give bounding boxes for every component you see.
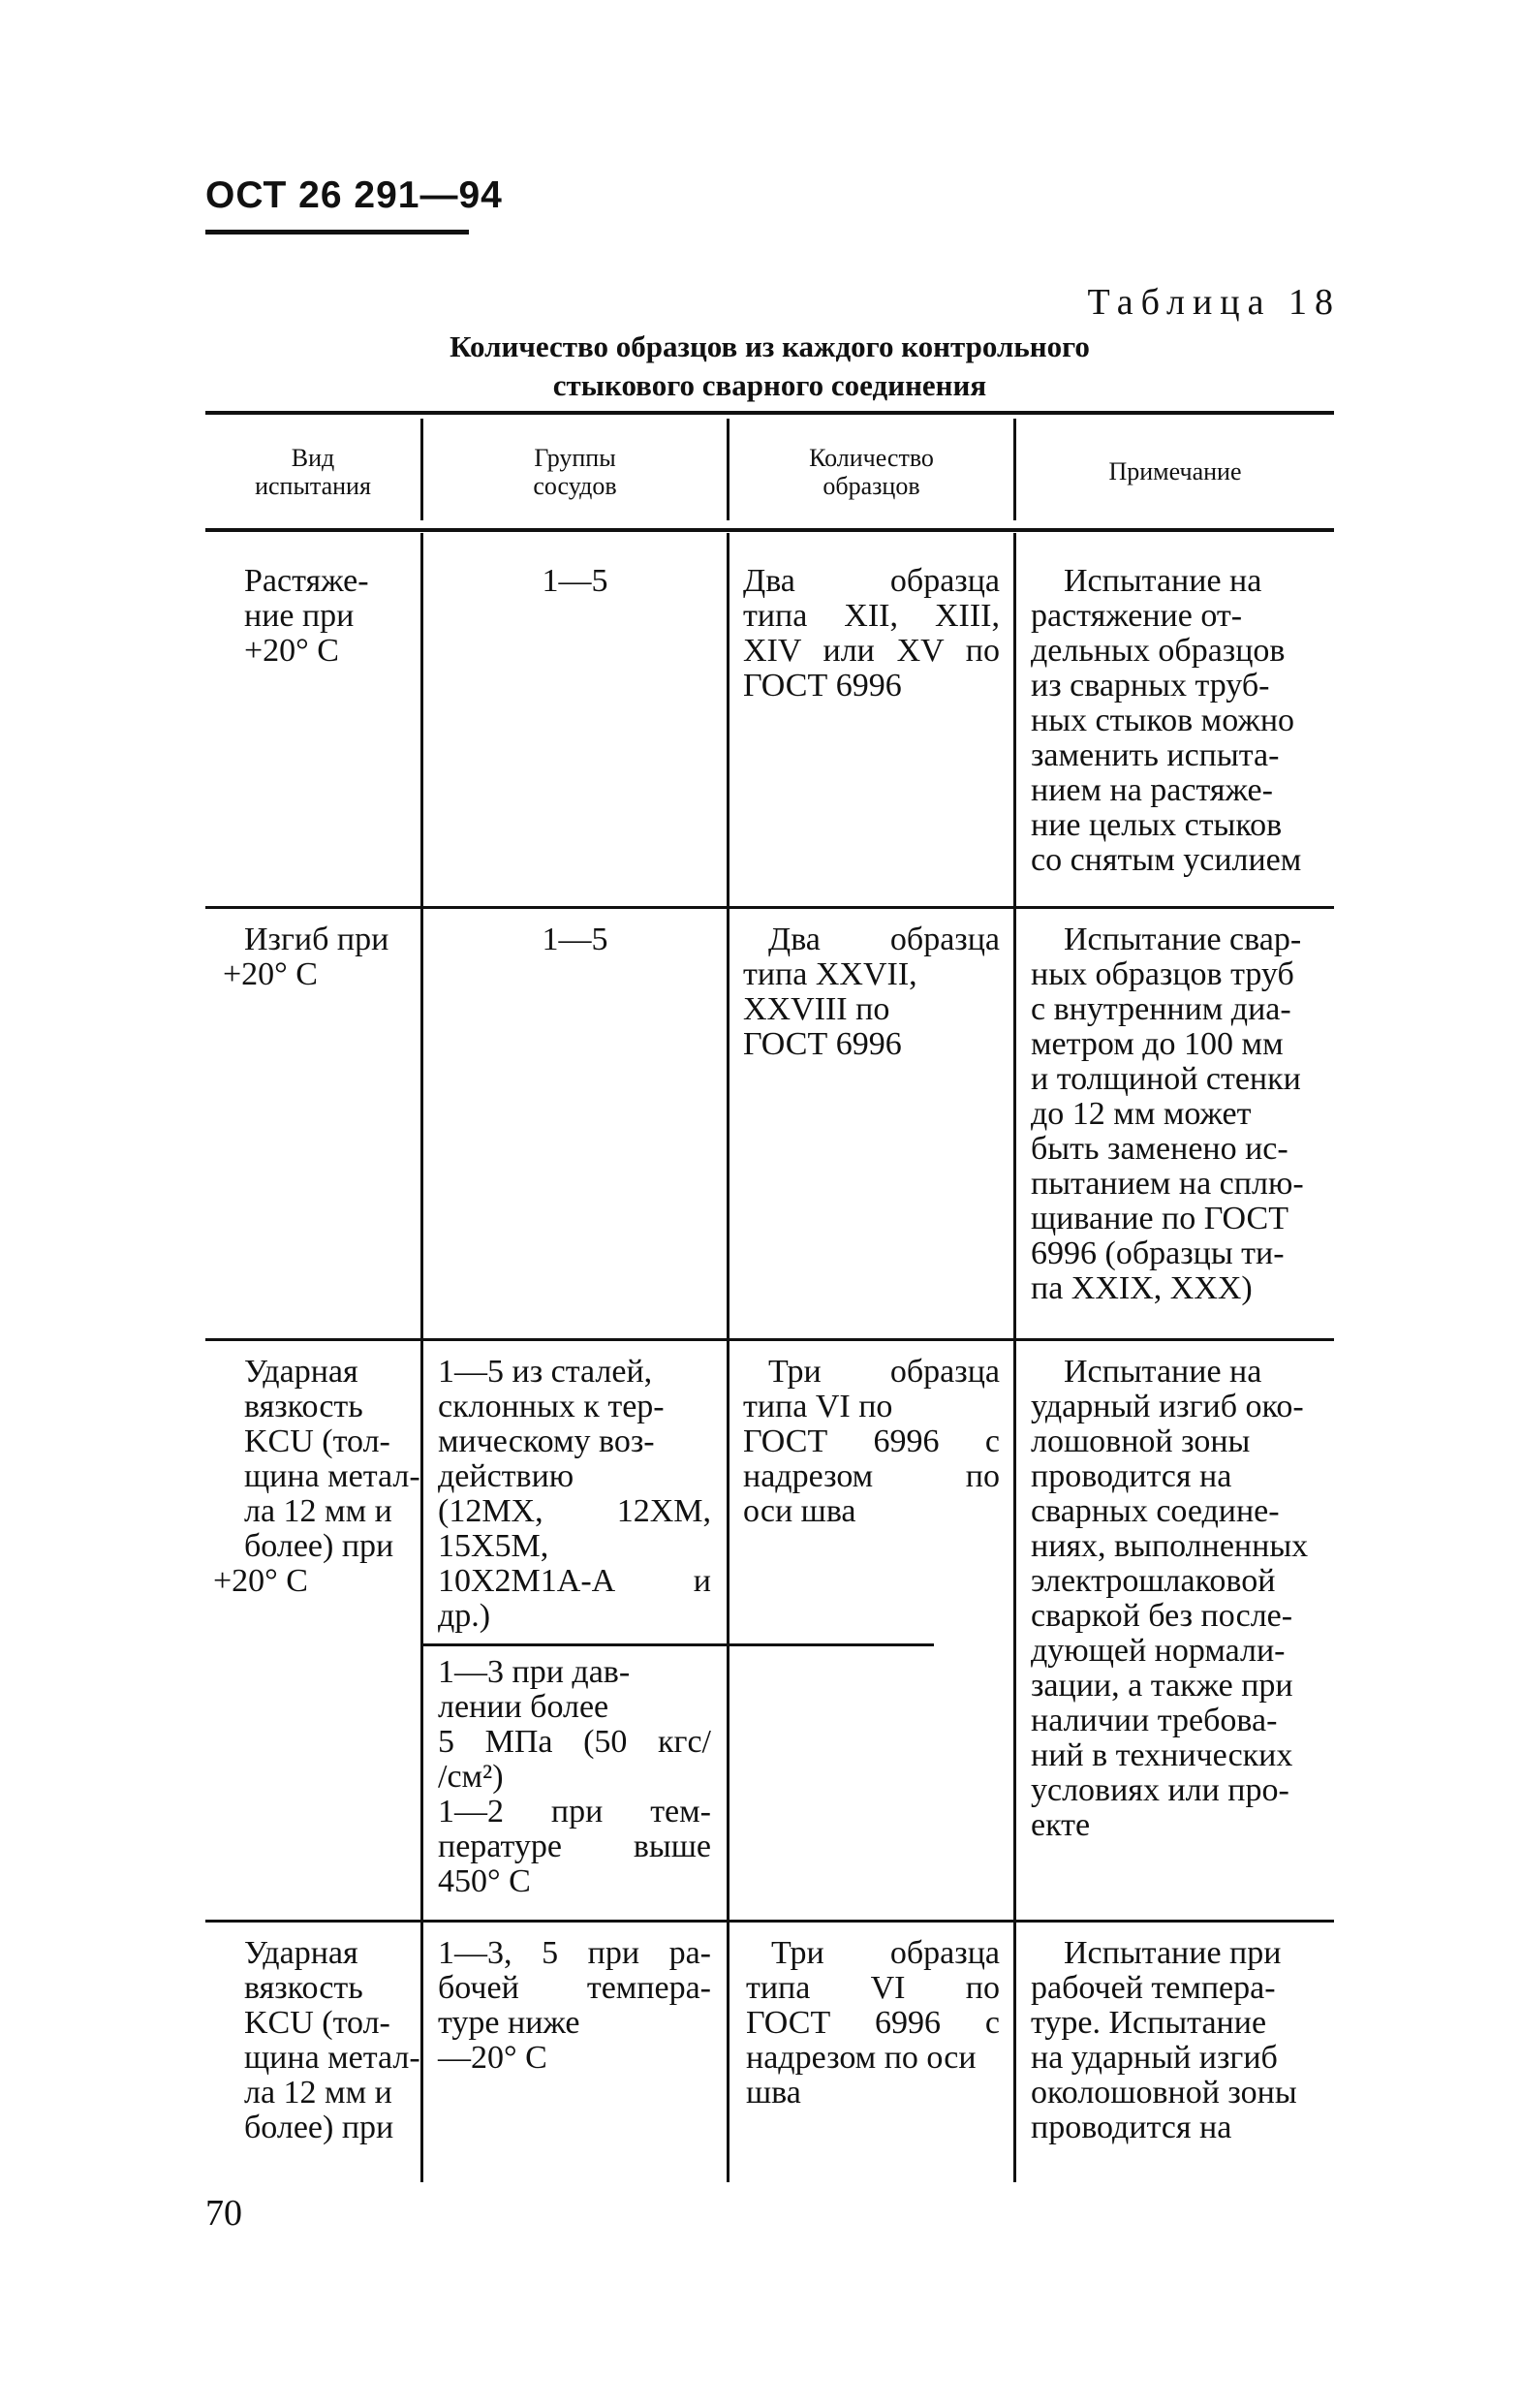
cell-line: с внутренним диа- [1031, 991, 1291, 1027]
cell-line: типа VI по [746, 1970, 1000, 2006]
cell-line: до 12 мм может [1031, 1096, 1252, 1132]
row-3-note [1031, 1355, 1331, 1843]
row-4-test [213, 1935, 420, 2145]
cell-line: Ударная [244, 1354, 358, 1390]
group-subdivider [420, 1643, 934, 1646]
row-2-samples [743, 923, 1000, 1062]
cell-line: околошовной зоны [1031, 2075, 1297, 2111]
column-header-samples [729, 444, 1013, 500]
cell-line: Три образца [768, 1354, 1000, 1390]
cell-line: щина метал- [244, 2040, 420, 2076]
cell-line: лении более [438, 1689, 609, 1725]
cell-line: лошовной зоны [1031, 1423, 1251, 1459]
cell-line: пературе выше [438, 1829, 711, 1864]
cell-line: KCU (тол- [244, 2005, 390, 2041]
cell-line: надрезом по [743, 1458, 1000, 1494]
cell-line: 15Х5М, [438, 1528, 549, 1564]
cell-line: 10Х2М1А-А и [438, 1563, 711, 1599]
cell-line: 1—3 при дав- [438, 1654, 631, 1690]
cell-line: +20° С [213, 1563, 308, 1599]
cell-line: /см²) [438, 1759, 504, 1795]
cell-line: ных образцов труб [1031, 956, 1294, 992]
cell-line: (12МХ, 12ХМ, [438, 1493, 711, 1529]
cell-line: быть заменено ис- [1031, 1131, 1288, 1167]
cell-line: 1—5 [542, 563, 608, 599]
cell-line: ла 12 мм и [244, 1493, 392, 1529]
cell-line: др.) [438, 1598, 491, 1634]
cell-line: +20° С [223, 956, 318, 992]
header-line: образцов [823, 472, 920, 500]
cell-line: мическому воз- [438, 1423, 655, 1459]
cell-line: 5 МПа (50 кгс/ [438, 1724, 711, 1760]
cell-line: Испытание при [1064, 1935, 1282, 1971]
cell-line: ГОСТ 6996 [743, 668, 902, 704]
cell-line: XIV или XV по [743, 633, 1000, 669]
cell-line: ниях, выполненных [1031, 1528, 1309, 1564]
cell-line: ных стыков можно [1031, 703, 1295, 738]
cell-line: ГОСТ 6996 с [743, 1423, 1000, 1459]
cell-line: 6996 (образцы ти- [1031, 1235, 1285, 1271]
cell-line: Испытание свар- [1064, 922, 1302, 957]
cell-line: дельных образцов [1031, 633, 1286, 669]
row-1-samples [743, 564, 1000, 704]
cell-line: электрошлаковой [1031, 1563, 1276, 1599]
cell-line: Два образца [743, 563, 1000, 599]
cell-line: 1—3, 5 при ра- [438, 1935, 711, 1971]
cell-line: Ударная [244, 1935, 358, 1971]
cell-line: метром до 100 мм [1031, 1026, 1284, 1062]
cell-line: нием на растяже- [1031, 772, 1273, 808]
cell-line: +20° С [244, 633, 339, 669]
header-line: Количество [809, 444, 934, 472]
cell-line: Изгиб при [244, 922, 389, 957]
cell-line: более) при [244, 2110, 394, 2145]
cell-line: со снятым усилием [1031, 842, 1302, 878]
cell-line: 1—5 из сталей, [438, 1354, 653, 1390]
cell-line: склонных к тер- [438, 1389, 665, 1424]
row-1-groups [423, 564, 727, 599]
cell-line: заменить испыта- [1031, 737, 1280, 773]
column-header-note [1016, 457, 1334, 485]
cell-line: сваркой без после- [1031, 1598, 1293, 1634]
cell-line: условиях или про- [1031, 1772, 1289, 1808]
row-2-groups [423, 923, 727, 957]
cell-line: Испытание на [1064, 1354, 1262, 1390]
row-4-note [1031, 1936, 1331, 2145]
cell-line: зации, а также при [1031, 1668, 1293, 1704]
cell-line: ударный изгиб око- [1031, 1389, 1304, 1424]
cell-line: па XXIX, XXX) [1031, 1270, 1253, 1306]
header-line: Группы [534, 444, 616, 472]
cell-line: ний в технических [1031, 1737, 1293, 1773]
header-line: Примечание [1108, 457, 1242, 485]
cell-line: проводится на [1031, 1458, 1232, 1494]
cell-line: проводится на [1031, 2110, 1232, 2145]
page-number: 70 [205, 2193, 242, 2234]
row-4-groups [438, 1936, 711, 2076]
column-header-groups [423, 444, 727, 500]
row-divider [205, 906, 1334, 909]
cell-line: типа VI по [743, 1389, 893, 1424]
cell-line: Испытание на [1064, 563, 1262, 599]
row-2-note [1031, 923, 1331, 1306]
cell-line: из сварных труб- [1031, 668, 1270, 704]
cell-line: рабочей темпера- [1031, 1970, 1276, 2006]
cell-line: KCU (тол- [244, 1423, 390, 1459]
row-1-test [244, 564, 409, 669]
table-top-rule [205, 411, 1334, 415]
row-divider [205, 1338, 1334, 1341]
header-line: сосудов [533, 472, 617, 500]
row-3-groups-a [438, 1355, 711, 1634]
row-2-test [223, 923, 412, 992]
row-4-samples [746, 1936, 1000, 2111]
cell-line: екте [1031, 1807, 1091, 1843]
cell-line: наличии требова- [1031, 1703, 1278, 1738]
cell-line: туре ниже [438, 2005, 580, 2041]
cell-line: на ударный изгиб [1031, 2040, 1278, 2076]
row-3-samples [743, 1355, 1000, 1529]
cell-line: пытанием на сплю- [1031, 1166, 1304, 1202]
column-rule [727, 533, 729, 2182]
cell-line: щина метал- [244, 1458, 420, 1494]
cell-line: растяжение от- [1031, 598, 1243, 634]
cell-line: вязкость [244, 1970, 363, 2006]
cell-line: действию [438, 1458, 574, 1494]
header-bottom-rule [205, 528, 1334, 532]
document-code: ОСТ 26 291—94 [205, 174, 503, 216]
cell-line: бочей темпера- [438, 1970, 711, 2006]
column-header-test [205, 444, 420, 500]
cell-line: дующей нормали- [1031, 1633, 1286, 1669]
cell-line: 450° С [438, 1863, 531, 1899]
cell-line: типа XII, XIII, [743, 598, 1000, 634]
table-title-line: Количество образцов из каждого контрольного [450, 329, 1090, 363]
cell-line: оси шва [743, 1493, 856, 1529]
cell-line: сварных соедине- [1031, 1493, 1280, 1529]
row-3-test [213, 1354, 420, 1599]
cell-line: 1—2 при тем- [438, 1794, 711, 1829]
cell-line: более) при [244, 1528, 394, 1564]
cell-line: ние целых стыков [1031, 807, 1283, 843]
cell-line: и толщиной стенки [1031, 1061, 1301, 1097]
cell-line: Три образца [771, 1935, 1000, 1971]
table-number: Таблица 18 [1087, 282, 1341, 323]
row-3-groups-b [438, 1655, 711, 1899]
cell-line: 1—5 [542, 922, 608, 957]
cell-line: —20° С [438, 2040, 547, 2076]
cell-line: Растяже- [244, 563, 369, 599]
header-line: Вид [291, 444, 335, 472]
cell-line: щивание по ГОСТ [1031, 1201, 1288, 1236]
cell-line: ГОСТ 6996 с [746, 2005, 1000, 2041]
cell-line: вязкость [244, 1389, 363, 1424]
cell-line: туре. Испытание [1031, 2005, 1267, 2041]
cell-line: надрезом по оси [746, 2040, 977, 2076]
cell-line: ние при [244, 598, 355, 634]
table [205, 0, 1334, 2408]
cell-line: XXVIII по [743, 991, 890, 1027]
cell-line: типа XXVII, [743, 956, 917, 992]
header-line: испытания [255, 472, 371, 500]
cell-line: шва [746, 2075, 801, 2111]
cell-line: Два образца [768, 922, 1000, 957]
column-rule [420, 533, 423, 2182]
cell-line: ла 12 мм и [244, 2075, 392, 2111]
column-rule [1013, 533, 1016, 2182]
table-title-line: стыкового сварного соединения [552, 368, 987, 402]
row-divider [205, 1920, 1334, 1923]
row-1-note [1031, 564, 1331, 878]
cell-line: ГОСТ 6996 [743, 1026, 902, 1062]
